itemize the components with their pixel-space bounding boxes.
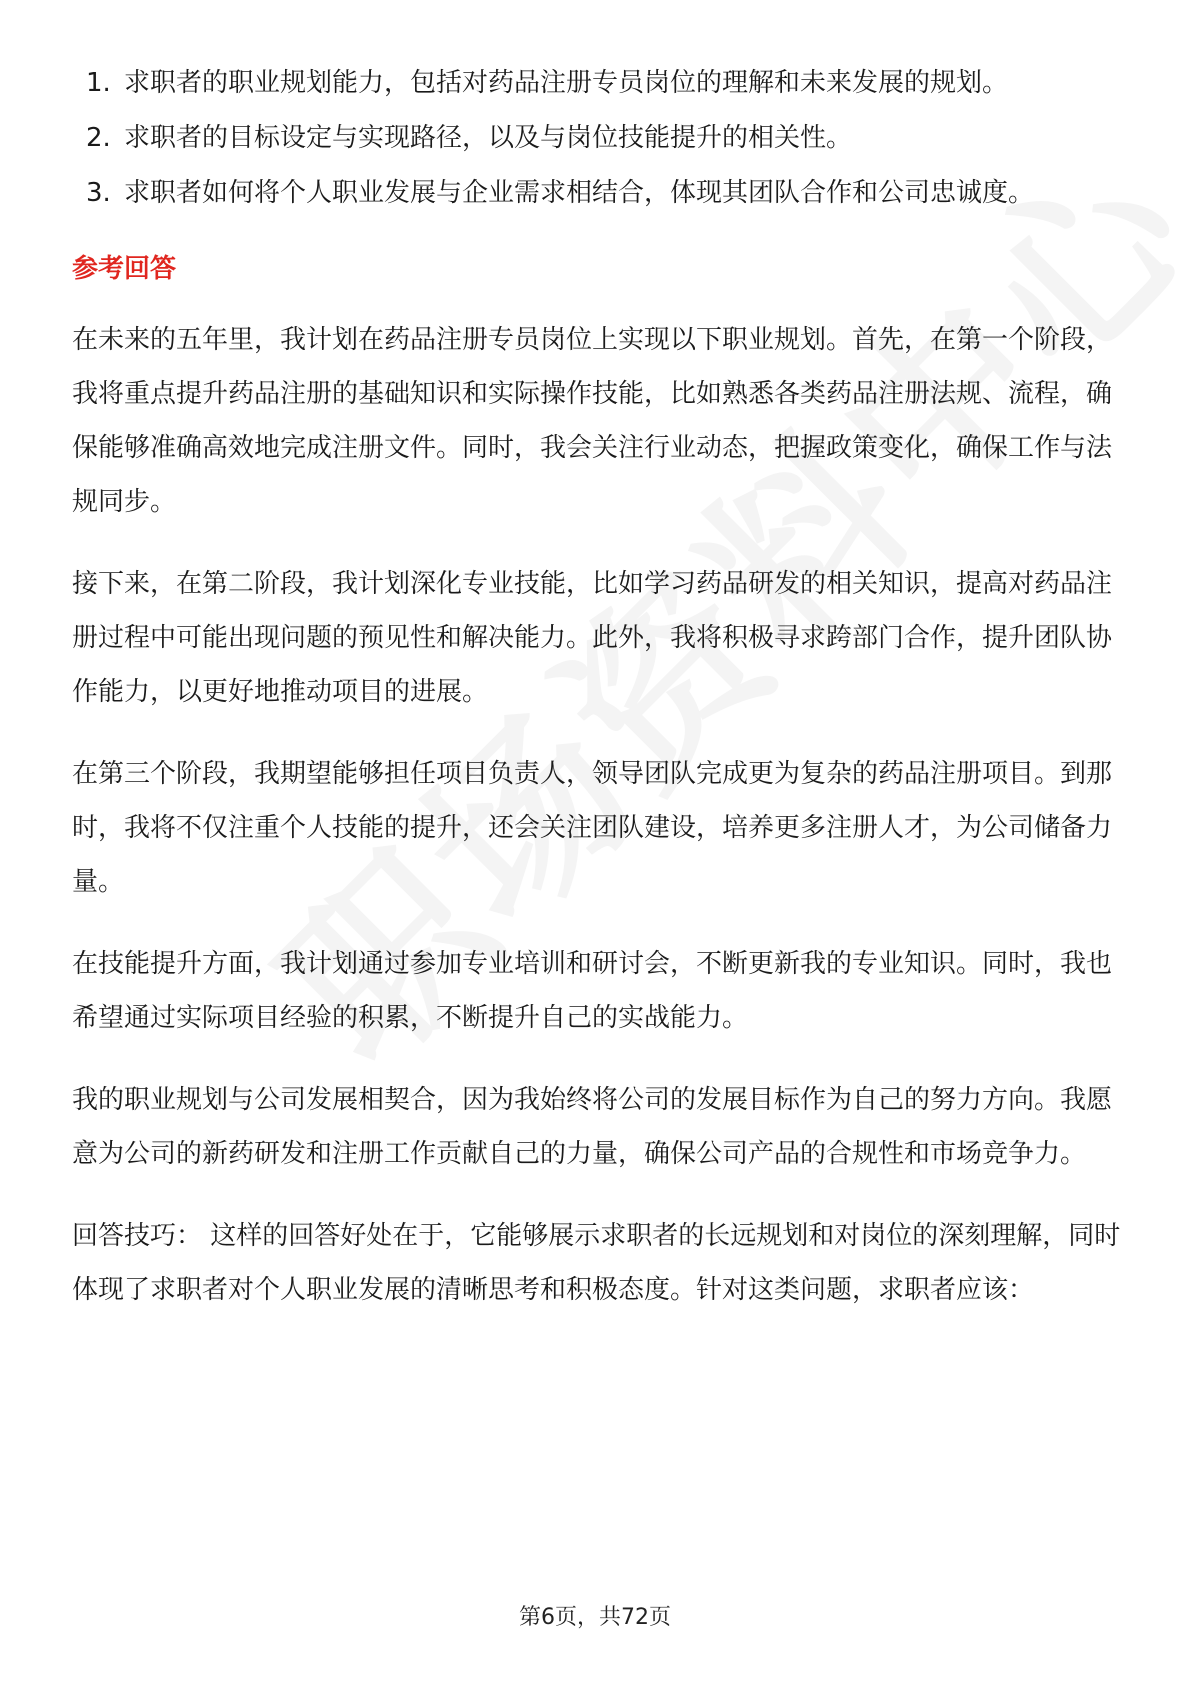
criteria-list — [72, 56, 1132, 221]
list-item-text: 求职者的职业规划能力，包括对药品注册专员岗位的理解和未来发展的规划。 — [124, 68, 1009, 98]
page-content — [72, 56, 1132, 1345]
list-item — [72, 166, 1132, 221]
answer-tips-paragraph: 回答技巧： 这样的回答好处在于，它能够展示求职者的长远规划和对岗位的深刻理解，同时体现了求职者对个人职业发展的清晰思考和积极态度。针对这类问题，求职者应该： — [72, 1221, 1121, 1305]
list-item — [72, 56, 1132, 111]
reference-answer-heading: 参考回答 — [72, 254, 177, 284]
list-item-text: 求职者的目标设定与实现路径，以及与岗位技能提升的相关性。 — [124, 123, 853, 153]
list-item-number: 1. — [86, 68, 111, 98]
page-number-footer: 第6页，共72页 — [519, 1605, 671, 1630]
answer-paragraph: 接下来，在第二阶段，我计划深化专业技能，比如学习药品研发的相关知识，提高对药品注册过程中可能出现问题的预见性和解决能力。此外，我将积极寻求跨部门合作，提升团队协作能力，以更好地推动项目的进展。 — [72, 569, 1113, 707]
answer-paragraph: 在第三个阶段，我期望能够担任项目负责人，领导团队完成更为复杂的药品注册项目。到那时，我将不仅注重个人技能的提升，还会关注团队建设，培养更多注册人才，为公司储备力量。 — [72, 759, 1113, 897]
list-item-text: 求职者如何将个人职业发展与企业需求相结合，体现其团队合作和公司忠诚度。 — [124, 178, 1035, 208]
answer-paragraph: 在技能提升方面，我计划通过参加专业培训和研讨会，不断更新我的专业知识。同时，我也希望通过实际项目经验的积累，不断提升自己的实战能力。 — [72, 949, 1113, 1033]
list-item — [72, 111, 1132, 166]
answer-paragraph: 我的职业规划与公司发展相契合，因为我始终将公司的发展目标作为自己的努力方向。我愿意为公司的新药研发和注册工作贡献自己的力量，确保公司产品的合规性和市场竞争力。 — [72, 1085, 1113, 1169]
list-item-number: 2. — [86, 123, 111, 153]
list-item-number: 3. — [86, 178, 111, 208]
answer-paragraph: 在未来的五年里，我计划在药品注册专员岗位上实现以下职业规划。首先，在第一个阶段，我将重点提升药品注册的基础知识和实际操作技能，比如熟悉各类药品注册法规、流程，确保能够准确高效地完成注册文件。同时，我会关注行业动态，把握政策变化，确保工作与法规同步。 — [72, 325, 1113, 517]
